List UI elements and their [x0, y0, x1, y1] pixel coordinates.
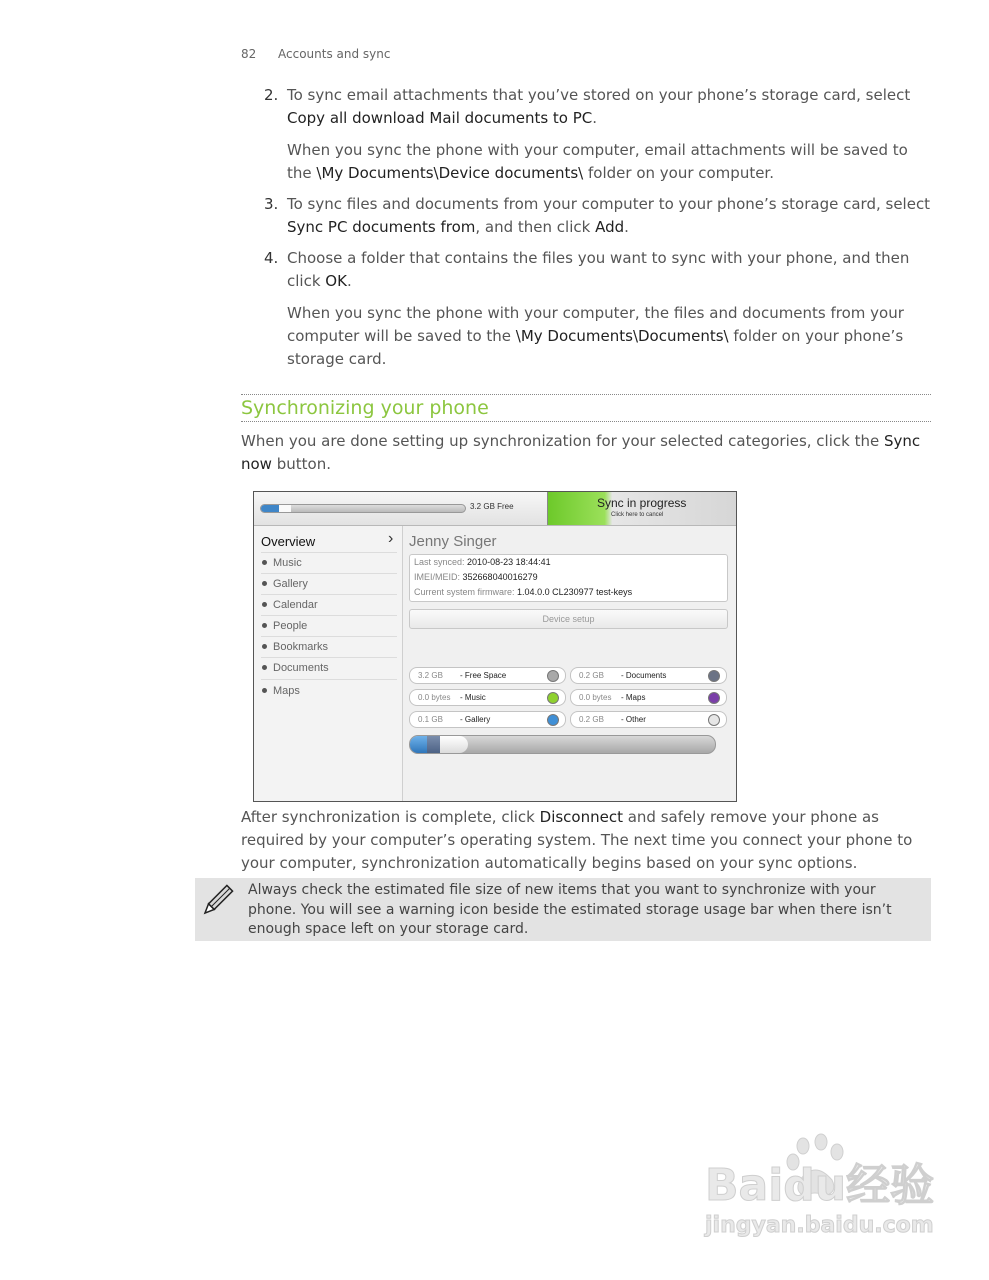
divider [261, 552, 397, 553]
watermark-url: jingyan.baidu.com [705, 1213, 934, 1238]
storage-maps [570, 689, 727, 706]
bullet-icon [262, 560, 267, 565]
divider [261, 573, 397, 574]
color-swatch [547, 670, 559, 682]
color-swatch [708, 670, 720, 682]
step-number: 4. [264, 249, 279, 267]
divider [261, 615, 397, 616]
color-swatch [547, 714, 559, 726]
folder-path: \My Documents\Documents\ [515, 327, 729, 345]
storage-size: 0.0 bytes [418, 693, 451, 702]
section-intro [241, 430, 931, 476]
step-2-note [287, 139, 932, 185]
storage-free-space [409, 667, 566, 684]
page-number: 82 [241, 47, 257, 61]
sidebar-item-label: Maps [273, 685, 300, 697]
note-pre: When you sync the phone with your computer, the files and documents from your computer will be saved to the [287, 304, 904, 345]
watermark-logo-text: Baidu经验 [705, 1160, 935, 1211]
free-space-label: 3.2 GB Free [470, 502, 514, 511]
intro-pre: When you are done setting up synchronization for your selected categories, click the [241, 432, 884, 450]
storage-size: 0.1 GB [418, 715, 443, 724]
step-text-pre: To sync email attachments that you’ve stored on your phone’s storage card, select [287, 86, 911, 104]
step-text-end: . [624, 218, 629, 236]
storage-category: - Documents [621, 671, 667, 680]
device-name: Jenny Singer [409, 533, 497, 550]
note-post: folder on your phone’s storage card. [287, 327, 904, 368]
sidebar-item-label: People [273, 620, 308, 632]
step-number: 2. [264, 86, 279, 104]
divider [261, 657, 397, 658]
bullet-icon [262, 688, 267, 693]
imei-label: IMEI/MEID: [414, 572, 461, 582]
storage-category: - Maps [621, 693, 646, 702]
step-4-note [287, 302, 932, 371]
bullet-icon [262, 581, 267, 586]
firmware-label: Current system firmware: [414, 587, 515, 597]
step-2 [264, 84, 934, 130]
step-text [287, 247, 932, 293]
sidebar-item-label: Calendar [273, 599, 318, 611]
sidebar-item-calendar[interactable] [262, 599, 318, 611]
storage-category: - Gallery [460, 715, 491, 724]
storage-other [570, 711, 727, 728]
sidebar-item-label: Bookmarks [273, 641, 329, 653]
storage-documents [570, 667, 727, 684]
section-rule-bottom [241, 421, 931, 422]
baidu-watermark [700, 1130, 940, 1250]
color-swatch [708, 692, 720, 704]
last-synced-label: Last synced: [414, 557, 465, 567]
sidebar-item-label: Music [273, 557, 302, 569]
storage-size: 0.2 GB [579, 671, 604, 680]
last-synced-line [414, 557, 551, 567]
sync-screenshot [253, 491, 737, 802]
firmware-value: 1.04.0.0 CL230977 test-keys [517, 587, 633, 597]
storage-gallery [409, 711, 566, 728]
step-emphasis: Sync PC documents from [287, 218, 476, 236]
note-pre: When you sync the phone with your computer, email attachments will be saved to the [287, 141, 908, 182]
firmware-line [414, 587, 632, 597]
step-text-pre: Choose a folder that contains the files you want to sync with your phone, and then click [287, 249, 910, 290]
step-number: 3. [264, 195, 279, 213]
disconnect-label: Disconnect [539, 808, 623, 826]
step-text-end: . [346, 272, 352, 290]
storage-usage-bar [409, 735, 716, 754]
sidebar-item-maps[interactable] [262, 685, 300, 697]
storage-category: - Music [460, 693, 486, 702]
sidebar-item-label: Gallery [273, 578, 308, 590]
page-header [241, 47, 390, 61]
sidebar-item-gallery[interactable] [262, 578, 308, 590]
step-text-end: . [592, 109, 598, 127]
sidebar-item-music[interactable] [262, 557, 302, 569]
chevron-right-icon: › [388, 530, 394, 547]
chapter-title: Accounts and sync [278, 47, 391, 61]
after-sync-paragraph [241, 806, 931, 875]
storage-category: - Free Space [460, 671, 507, 680]
imei-line [414, 572, 538, 582]
step-4 [264, 247, 934, 293]
bullet-icon [262, 665, 267, 670]
note-text: Always check the estimated file size of new items that you want to synchronize with your phone. You will see a warning icon beside the estimated storage usage bar when there isn’t enough space left on your storage card. [248, 882, 892, 937]
sync-progress-title: Sync in progress [597, 496, 687, 510]
storage-bar-small [260, 504, 466, 513]
storage-category: - Other [621, 715, 646, 724]
storage-size: 0.2 GB [579, 715, 604, 724]
step-text [287, 193, 932, 239]
sidebar-item-overview[interactable]: Overview [261, 534, 316, 549]
sidebar-item-bookmarks[interactable] [262, 641, 328, 653]
pencil-icon [200, 884, 234, 918]
intro-post: button. [271, 455, 331, 473]
divider [261, 679, 397, 680]
section-rule-top [241, 394, 931, 395]
step-text-mid: , and then click [475, 218, 596, 236]
step-text-pre: To sync files and documents from your computer to your phone’s storage card, select [287, 195, 931, 213]
step-3 [264, 193, 934, 239]
last-synced-value: 2010-08-23 18:44:41 [467, 557, 551, 567]
step-emphasis: OK [325, 272, 347, 290]
sync-now-label: Sync now [241, 432, 921, 473]
note-post: folder on your computer. [583, 164, 774, 182]
folder-path: \My Documents\Device documents\ [316, 164, 584, 182]
bullet-icon [262, 644, 267, 649]
storage-music [409, 689, 566, 706]
after-post: and safely remove your phone as required by your computer’s operating system. The next time you connect your phone to your computer, synchronization automatically begins based on your sync options. [241, 808, 913, 872]
storage-size: 0.0 bytes [579, 693, 612, 702]
color-swatch [708, 714, 720, 726]
section-title: Synchronizing your phone [241, 397, 489, 419]
divider [261, 636, 397, 637]
imei-value: 352668040016279 [462, 572, 538, 582]
device-setup-button[interactable]: Device setup [409, 609, 728, 629]
color-swatch [547, 692, 559, 704]
step-emphasis: Copy all download Mail documents to PC [287, 109, 593, 127]
bullet-icon [262, 602, 267, 607]
after-pre: After synchronization is complete, click [241, 808, 540, 826]
cancel-sync-link[interactable]: Click here to cancel [611, 512, 664, 518]
step-emphasis-2: Add [595, 218, 625, 236]
sidebar-item-people[interactable] [262, 620, 307, 632]
step-text [287, 84, 932, 130]
sidebar-item-label: Documents [273, 662, 329, 674]
bullet-icon [262, 623, 267, 628]
divider [261, 594, 397, 595]
sidebar-item-documents[interactable] [262, 662, 329, 674]
storage-size: 3.2 GB [418, 671, 443, 680]
